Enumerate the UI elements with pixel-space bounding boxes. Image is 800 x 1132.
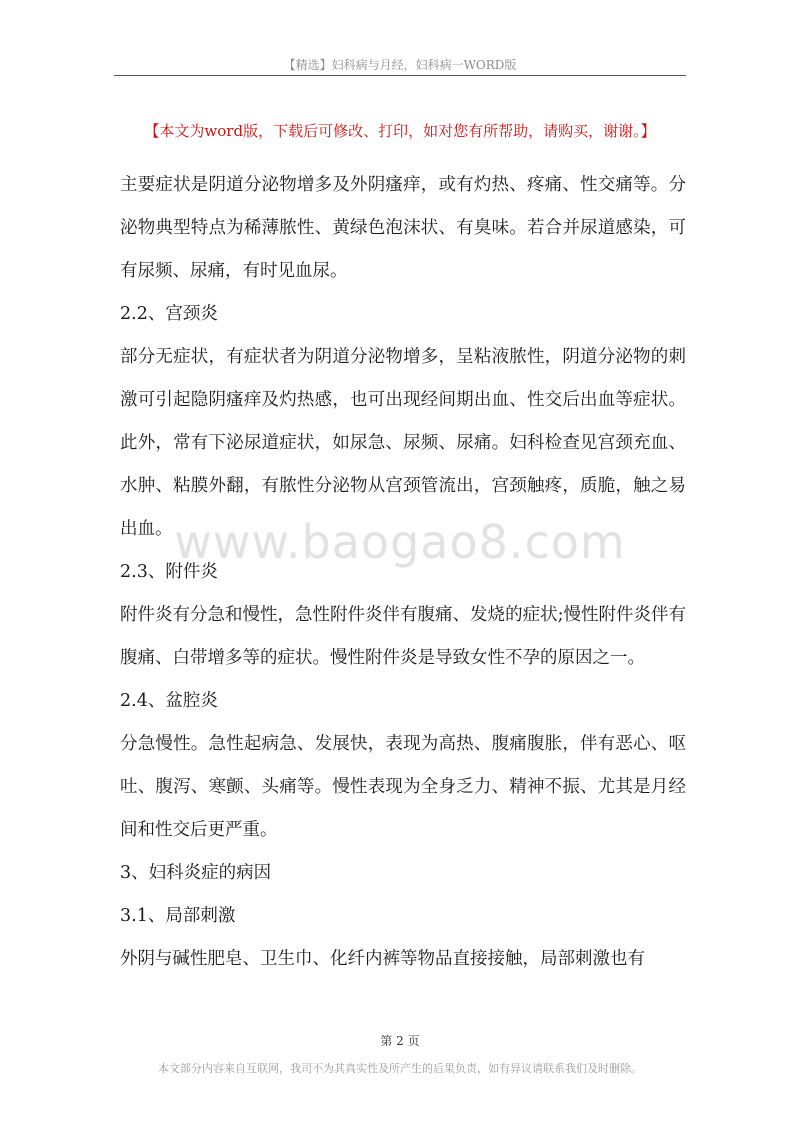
section-heading-local-irritation: 3.1、局部刺激: [120, 906, 236, 926]
paragraph-pelvic-inflammation: 分急慢性。急性起病急、发展快，表现为高热、腹痛腹胀，伴有恶心、呕吐、腹泻、寒颤、头痛等。慢性表现为全身乏力、精神不振、尤其是月经间和性交后更严重。: [120, 734, 686, 840]
section-heading-causes: 3、妇科炎症的病因: [120, 863, 272, 883]
paragraph-cervicitis: 部分无症状，有症状者为阴道分泌物增多，呈粘液脓性，阴道分泌物的刺激可引起隐阴瘙痒及灼热感，也可出现经间期出血、性交后出血等症状。此外，常有下泌尿道症状，如尿急、尿频、尿痛。妇科检查见宫颈充血、水肿、粘膜外翻，有脓性分泌物从宫颈管流出，宫颈触疼，质脆，触之易出血。: [120, 347, 686, 539]
paragraph-local-irritation: 外阴与碱性肥皂、卫生巾、化纤内裤等物品直接接触，局部刺激也有: [120, 949, 645, 969]
section-heading-cervicitis: 2.2、宫颈炎: [120, 304, 218, 324]
section-heading-adnexitis: 2.3、附件炎: [120, 562, 218, 582]
paragraph-adnexitis: 附件炎有分急和慢性，急性附件炎伴有腹痛、发烧的症状;慢性附件炎伴有腹痛、白带增多等的症状。慢性附件炎是导致女性不孕的原因之一。: [120, 605, 686, 668]
document-body: [120, 164, 686, 981]
page-number: 第 2 页: [380, 1034, 420, 1048]
section-heading-pelvic-inflammation: 2.4、盆腔炎: [120, 691, 218, 711]
watermark: www.baogao8.com: [174, 515, 626, 569]
page-footer-disclaimer: 本文部分内容来自互联网，我司不为其真实性及所产生的后果负责，如有异议请联系我们及时删除。: [158, 1062, 642, 1075]
paragraph-symptoms-vaginitis: 主要症状是阴道分泌物增多及外阴瘙痒，或有灼热、疼痛、性交痛等。分泌物典型特点为稀薄脓性、黄绿色泡沫状、有臭味。若合并尿道感染，可有尿频、尿痛，有时见血尿。: [120, 175, 686, 281]
page-header: 【精选】妇科病与月经，妇科病一WORD版: [283, 58, 517, 72]
header-divider: [114, 75, 686, 76]
download-notice: 【本文为word版，下载后可修改、打印，如对您有所帮助，请购买，谢谢。】: [144, 122, 656, 140]
